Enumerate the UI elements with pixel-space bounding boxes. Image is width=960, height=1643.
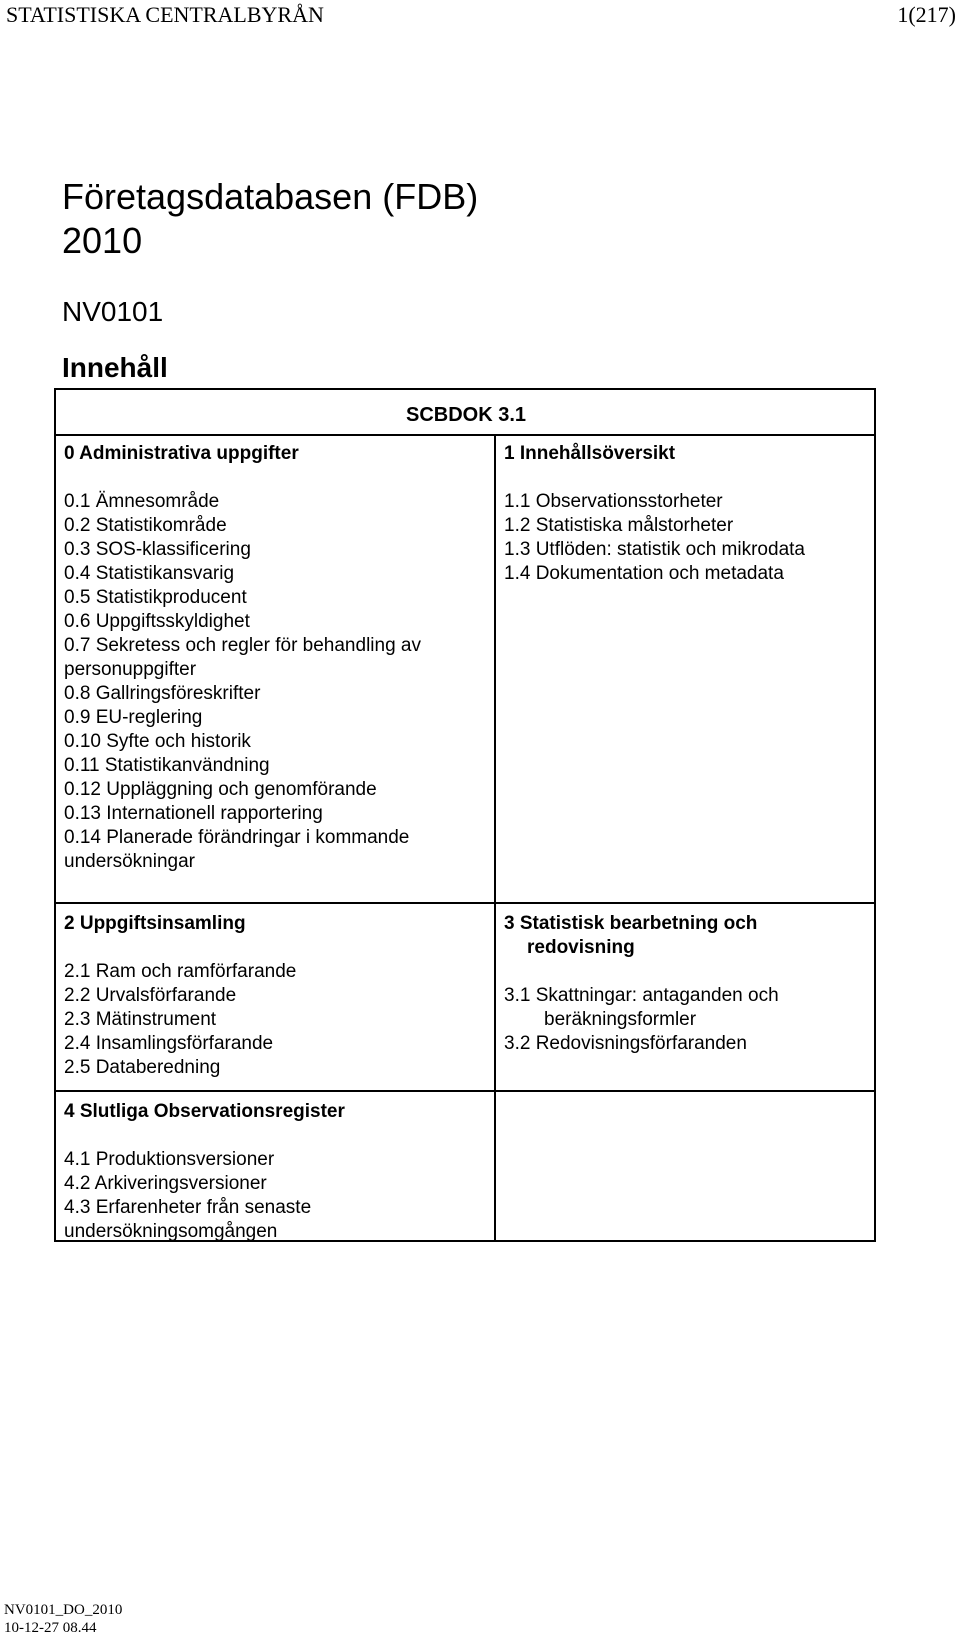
toc-item[interactable]: 0.13 Internationell rapportering: [64, 803, 323, 824]
toc-item[interactable]: 4.2 Arkiveringsversioner: [64, 1173, 267, 1194]
toc-item[interactable]: 2.5 Databeredning: [64, 1057, 221, 1078]
title-line-1: Företagsdatabasen (FDB): [62, 176, 479, 217]
toc-item[interactable]: 0.8 Gallringsföreskrifter: [64, 683, 261, 704]
section-0: [56, 436, 496, 902]
doc-id: NV0101_DO_2010: [4, 1602, 123, 1618]
toc-item[interactable]: 2.4 Insamlingsförfarande: [64, 1033, 274, 1054]
toc-item[interactable]: 0.12 Uppläggning och genomförande: [64, 779, 377, 800]
toc-item[interactable]: 0.3 SOS-klassificering: [64, 539, 251, 560]
toc-item[interactable]: [504, 1032, 868, 1056]
section-2-list: [64, 960, 488, 1080]
toc-item[interactable]: 1.1 Observationsstorheter: [504, 491, 723, 512]
toc-item[interactable]: 0.2 Statistikområde: [64, 515, 227, 536]
toc-item[interactable]: [504, 984, 868, 1032]
toc-item[interactable]: 0.10 Syfte och historik: [64, 731, 251, 752]
section-4-title[interactable]: 4 Slutliga Observationsregister: [64, 1101, 345, 1122]
toc-item[interactable]: 0.7 Sekretess och regler för behandling av personuppgifter: [64, 635, 421, 680]
toc-row-1: [56, 436, 874, 902]
title-line-2: 2010: [62, 220, 143, 261]
section-2: [56, 904, 496, 1090]
section-3: [496, 904, 874, 1090]
section-3-list: [504, 984, 868, 1056]
toc-table: [54, 388, 876, 1242]
toc-item[interactable]: 0.1 Ämnesområde: [64, 491, 220, 512]
section-0-list: [64, 490, 488, 874]
toc-item[interactable]: 0.14 Planerade förändringar i kommande undersökningar: [64, 827, 410, 872]
toc-item[interactable]: 1.4 Dokumentation och metadata: [504, 563, 784, 584]
toc-item-line-1: 3.2 Redovisningsförfaranden: [504, 1033, 747, 1054]
toc-heading: Innehåll: [62, 352, 168, 383]
toc-item[interactable]: 2.1 Ram och ramförfarande: [64, 961, 297, 982]
toc-item[interactable]: 0.4 Statistikansvarig: [64, 563, 235, 584]
toc-item[interactable]: 0.11 Statistikanvändning: [64, 755, 270, 776]
product-code: NV0101: [62, 296, 164, 327]
page-number: 1(217): [897, 2, 956, 27]
org-name: STATISTISKA CENTRALBYRÅN: [6, 2, 324, 27]
section-2-title[interactable]: 2 Uppgiftsinsamling: [64, 913, 246, 934]
section-4-list: [64, 1148, 488, 1244]
toc-item[interactable]: 0.9 EU-reglering: [64, 707, 203, 728]
page-header: [6, 2, 956, 28]
toc-row-3: [56, 1090, 874, 1240]
section-1-list: [504, 490, 868, 586]
toc-row-2: [56, 902, 874, 1090]
toc-item[interactable]: 1.2 Statistiska målstorheter: [504, 515, 734, 536]
toc-item[interactable]: 0.6 Uppgiftsskyldighet: [64, 611, 250, 632]
empty-cell: [496, 1092, 874, 1240]
section-4: [56, 1092, 496, 1240]
toc-item[interactable]: 4.1 Produktionsversioner: [64, 1149, 275, 1170]
section-0-title[interactable]: 0 Administrativa uppgifter: [64, 443, 299, 464]
toc-item[interactable]: 2.2 Urvalsförfarande: [64, 985, 237, 1006]
toc-item[interactable]: 1.3 Utflöden: statistik och mikrodata: [504, 539, 805, 560]
section-3-title[interactable]: [504, 904, 868, 960]
toc-item-line-1: 3.1 Skattningar: antaganden och: [504, 985, 779, 1006]
toc-item[interactable]: 4.3 Erfarenheter från senaste undersökningsomgången: [64, 1197, 312, 1242]
toc-item[interactable]: 0.5 Statistikproducent: [64, 587, 247, 608]
section-3-title-line-2: redovisning: [527, 937, 635, 958]
scbdok-label: SCBDOK 3.1: [56, 390, 874, 436]
section-1-title[interactable]: 1 Innehållsöversikt: [504, 443, 676, 464]
section-3-title-line-1: 3 Statistisk bearbetning och: [504, 913, 758, 934]
toc-item-line-2: beräkningsformler: [544, 1009, 697, 1030]
section-1: [496, 436, 874, 902]
doc-timestamp: 10-12-27 08.44: [4, 1620, 97, 1636]
toc-item[interactable]: 2.3 Mätinstrument: [64, 1009, 217, 1030]
document-title: [62, 175, 478, 263]
page-footer: [4, 1601, 122, 1637]
